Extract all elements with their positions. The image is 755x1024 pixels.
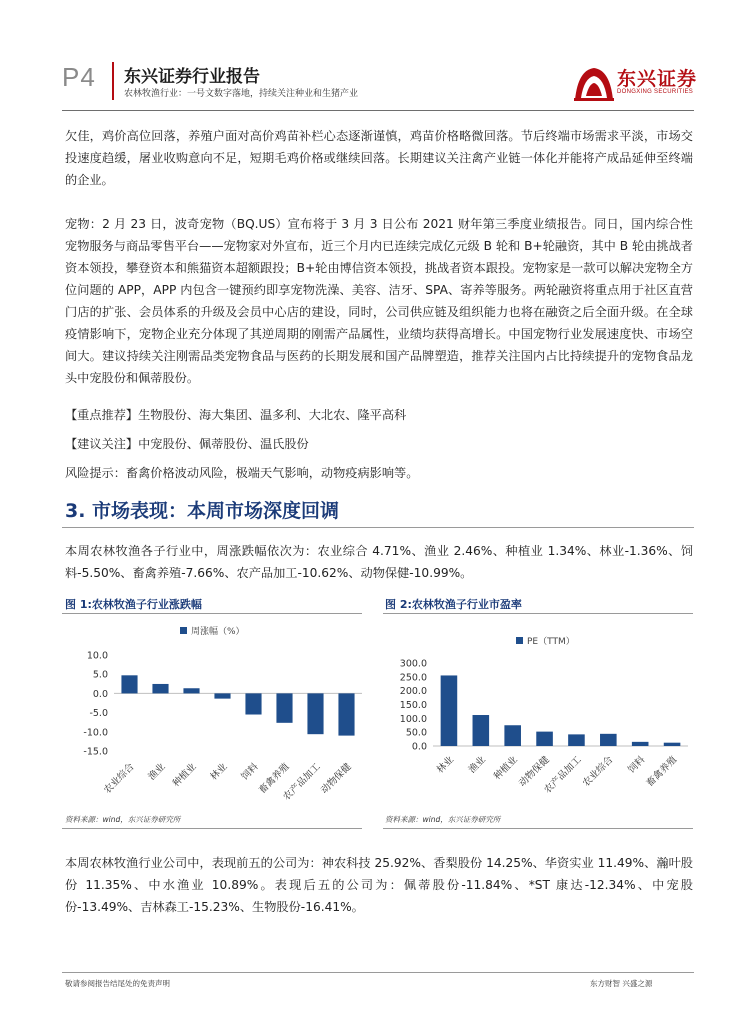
page-header: [0, 0, 755, 110]
y-tick-label: 10.0: [86, 650, 108, 662]
y-tick-label: -5.0: [89, 708, 108, 720]
footer-disclaimer: 敬请参阅报告结尾处的免责声明: [65, 979, 170, 988]
legend-swatch: [180, 627, 187, 634]
header-rule: [62, 110, 694, 111]
x-tick-label: 林业: [208, 761, 230, 783]
header-separator: [112, 62, 114, 100]
report-title: 东兴证券行业报告: [124, 67, 260, 87]
report-subtitle: 农林牧渔行业：一号文数字落地，持续关注种业和生猪产业: [124, 89, 359, 99]
bar: [441, 675, 458, 746]
bar: [664, 743, 681, 746]
company-performance-paragraph: 本周农林牧渔行业公司中，表现前五的公司为：神农科技 25.92%、香梨股份 14.25%、华资实业 11.49%、瀚叶股份 11.35%、中水渔业 10.89%。表现后五的公司为：佩蒂股份-11.84%、*ST 康达-12.34%、中宠股份-13.49%、吉林森工-15.23%、生物股份-16.41%。: [65, 856, 693, 914]
bar: [152, 684, 168, 693]
figure-2-title: 图 2:农林牧渔子行业市盈率: [385, 598, 522, 611]
subsector-performance-paragraph: 本周农林牧渔各子行业中，周涨跌幅依次为：农业综合 4.71%、渔业 2.46%、种植业 1.34%、林业-1.36%、饲料-5.50%、畜禽养殖-7.66%、农产品加工-10.62%、动物保健-10.99%。: [65, 544, 693, 580]
footer-slogan: 东方财智 兴盛之源: [590, 979, 653, 988]
x-tick-label: 畜禽养殖: [256, 761, 292, 797]
y-tick-label: 50.0: [405, 727, 427, 739]
x-tick-label: 农业综合: [101, 761, 137, 797]
x-tick-label: 农业综合: [580, 754, 616, 790]
x-tick-label: 饲料: [626, 754, 648, 776]
legend-label: 周涨幅（%）: [191, 627, 245, 637]
x-tick-label: 饲料: [239, 761, 261, 783]
bar: [536, 732, 553, 746]
y-tick-label: 0.0: [411, 741, 427, 753]
figure-2-rule: [383, 613, 693, 614]
y-tick-label: 100.0: [399, 713, 427, 725]
y-tick-label: 250.0: [399, 672, 427, 684]
figure-1-rule: [62, 613, 362, 614]
x-tick-label: 农产品加工: [281, 761, 323, 803]
bar: [121, 675, 137, 693]
y-tick-label: 0.0: [92, 688, 108, 700]
figure-2-source: 资料来源：wind，东兴证券研究所: [385, 815, 501, 824]
logo-text-en: DONGXING SECURITIES: [617, 89, 694, 95]
section-rule: [62, 527, 694, 528]
bar: [245, 693, 261, 714]
y-tick-label: 5.0: [92, 669, 108, 681]
logo-text-cn: 东兴证券: [617, 68, 698, 90]
x-tick-label: 林业: [434, 754, 457, 776]
page-number: P4: [62, 62, 96, 92]
brand-logo: [572, 60, 697, 104]
bar: [632, 742, 649, 746]
footer-rule: [62, 972, 694, 973]
bar: [338, 693, 354, 735]
bar: [307, 693, 323, 734]
x-tick-label: 种植业: [491, 754, 520, 783]
logo-mark-icon: [572, 62, 616, 102]
subsector-return-chart: [62, 618, 367, 810]
y-tick-label: -10.0: [83, 727, 108, 739]
y-tick-label: 200.0: [399, 686, 427, 698]
y-tick-label: 300.0: [399, 658, 427, 670]
section-title: 3. 市场表现：本周市场深度回调: [65, 500, 340, 522]
bar: [504, 725, 521, 746]
bar: [276, 693, 292, 722]
bar: [183, 688, 199, 693]
x-tick-label: 农产品加工: [542, 754, 584, 796]
key-recommendation: 【重点推荐】生物股份、海大集团、温多利、大北农、隆平高科: [65, 408, 407, 422]
figure-1-source: 资料来源：wind，东兴证券研究所: [65, 815, 181, 824]
bar: [214, 693, 230, 698]
bar: [600, 734, 617, 746]
x-tick-label: 畜禽养殖: [644, 754, 680, 790]
bar: [568, 734, 585, 746]
x-tick-label: 动物保健: [318, 761, 354, 797]
legend-swatch: [516, 637, 523, 644]
paragraph-pet: 宠物：2 月 23 日，波奇宠物（BQ.US）宣布将于 3 月 3 日公布 2021 财年第三季度业绩报告。同日，国内综合性宠物服务与商品零售平台——宠物家对外宣布，近三个月内已连续完成亿元级 B 轮和 B+轮融资，其中 B 轮由挑战者资本领投，攀登资本和熊猫资本超额跟投；B+轮由博信资本领投，挑战者资本跟投。宠物家是一款可以解决宠物全方位问题的 APP，APP 内包含一键预约即享宠物洗澡、美容、洁牙、SPA、寄养等服务。两轮融资将重点用于社区直营门店的扩张、会员体系的升级及会员中心店的建设，同时，公司供应链及组织能力也将在融资之后全面升级。在全球疫情影响下，宠物企业充分体现了其逆周期的刚需产品属性，业绩均获得高增长。中国宠物行业发展速度快、市场空间大。建议持续关注刚需品类宠物食品与医药的长期发展和国产品牌塑造，推荐关注国内占比持续提升的宠物食品龙头中宠股份和佩蒂股份。: [65, 217, 693, 385]
x-tick-label: 渔业: [466, 754, 488, 776]
y-tick-label: 150.0: [399, 700, 427, 711]
y-tick-label: -15.0: [83, 746, 108, 758]
bar: [473, 715, 490, 746]
legend-label: PE（TTM）: [527, 637, 575, 647]
figure-2-bottom-rule: [383, 828, 693, 829]
suggested-watch: 【建议关注】中宠股份、佩蒂股份、温氏股份: [65, 437, 309, 451]
subsector-pe-chart: [383, 618, 693, 810]
x-tick-label: 渔业: [146, 761, 168, 783]
figure-1-title: 图 1:农林牧渔子行业涨跌幅: [65, 598, 202, 611]
x-tick-label: 种植业: [170, 761, 199, 790]
x-tick-label: 动物保健: [517, 754, 552, 790]
paragraph-poultry: 欠佳，鸡价高位回落，养殖户面对高价鸡苗补栏心态逐渐谨慎，鸡苗价格略微回落。节后终端市场需求平淡，市场交投速度趋缓，屠业收购意向不足，短期毛鸡价格或继续回落。长期建议关注禽产业链一体化并能将产成品延伸至终端的企业。: [65, 129, 693, 187]
risk-warning: 风险提示：畜禽价格波动风险，极端天气影响，动物疫病影响等。: [65, 466, 419, 480]
figure-1-bottom-rule: [62, 828, 362, 829]
